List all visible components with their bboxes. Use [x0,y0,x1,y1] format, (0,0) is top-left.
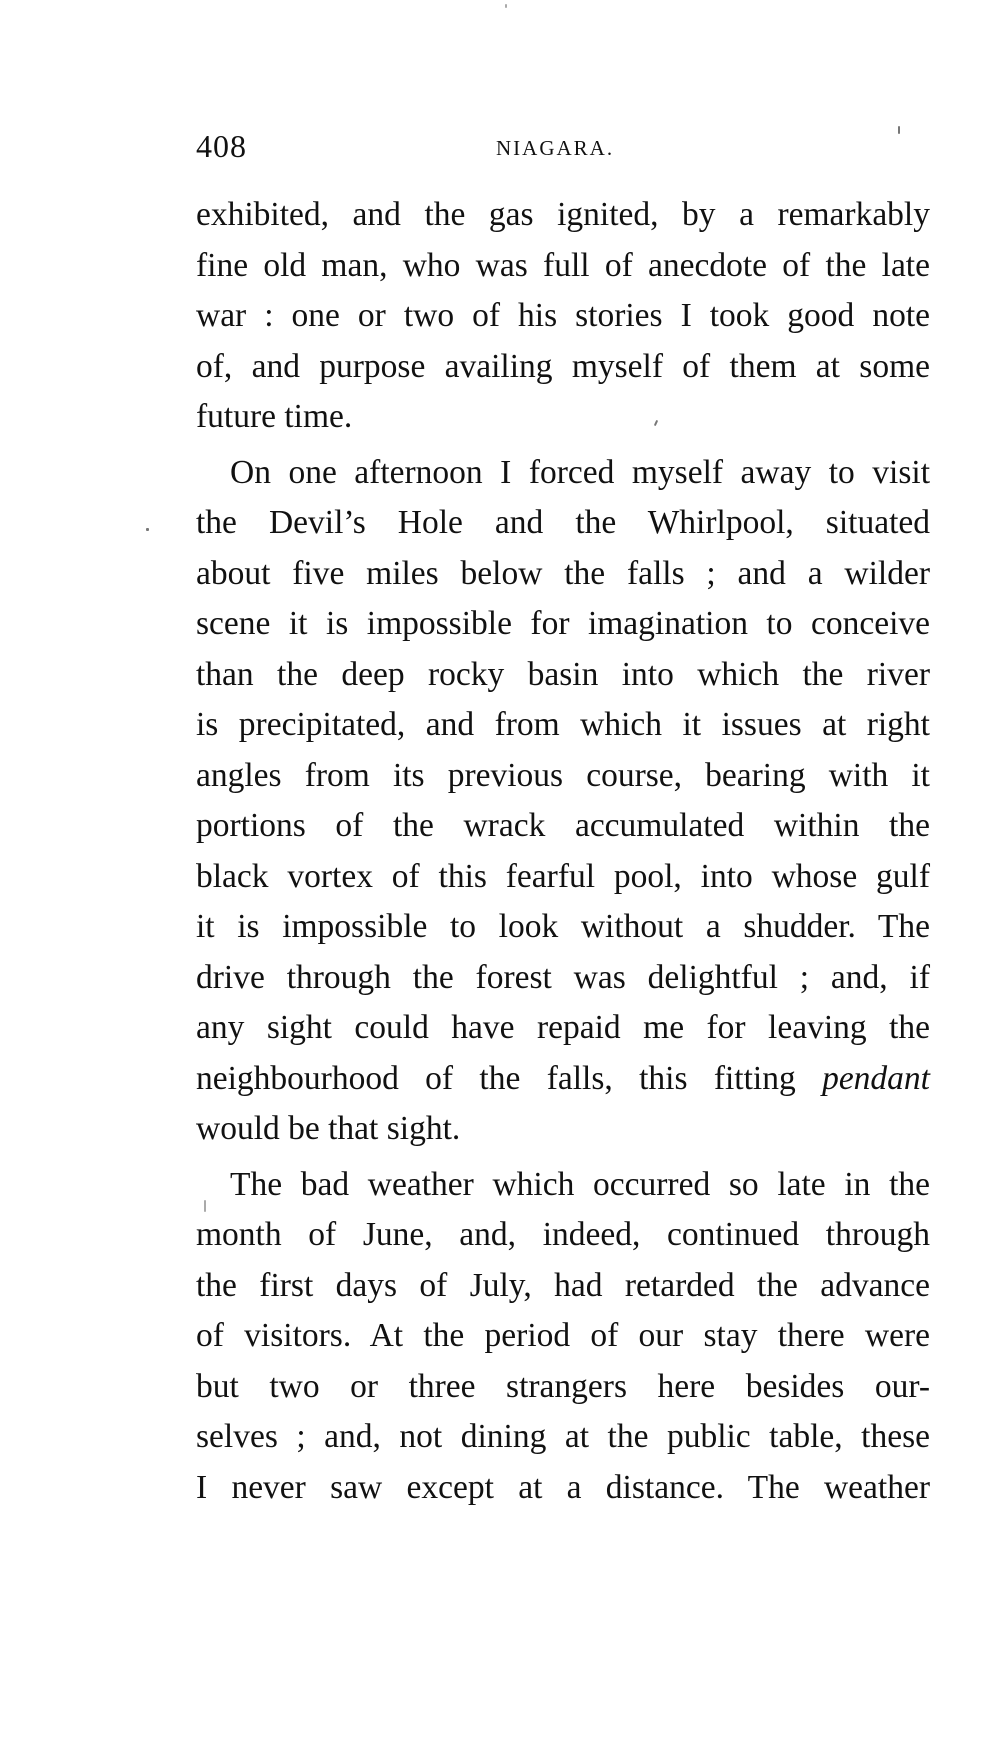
running-head [196,128,930,178]
text-line: selves ; and, not dining at the public table, these [196,1418,930,1455]
text-line: war : one or two of his stories I took good note [196,297,930,334]
text-line: is precipitated, and from which it issues at right [196,706,930,743]
paper-speck [146,528,149,531]
page-number: 408 [196,128,247,164]
paper-speck [898,126,900,134]
text-line: the first days of July, had retarded the advance [196,1266,930,1304]
paper-speck [505,4,507,8]
text-run: neighbourhood of the falls, this fitting [196,1059,796,1097]
text-line: future time. [196,398,353,435]
text-line: exhibited, and the gas ignited, by a remarkably [196,196,930,233]
text-line: about five miles below the falls ; and a wilder [196,554,930,592]
text-line-with-italic [196,1054,930,1105]
text-line: of visitors. At the period of our stay there were [196,1317,930,1354]
text-line: any sight could have repaid me for leaving the [196,1009,930,1046]
text-line: but two or three strangers here besides our- [196,1367,930,1405]
body-text [196,190,930,1513]
text-line: of, and purpose availing myself of them at some [196,347,930,385]
text-line: On one afternoon I forced myself away to visit [230,453,930,491]
paragraph-1 [196,190,930,443]
text-line: month of June, and, indeed, continued through [196,1216,930,1253]
italic-word: pendant [822,1059,930,1097]
running-title: NIAGARA. [496,136,615,160]
text-line: fine old man, who was full of anecdote of the late [196,246,930,284]
text-line: drive through the forest was delightful ; and, if [196,958,930,996]
text-line: black vortex of this fearful pool, into whose gulf [196,857,930,895]
paragraph-3 [196,1160,930,1514]
text-line: would be that sight. [196,1110,461,1147]
text-line: scene it is impossible for imagination to conceive [196,605,930,642]
text-line: than the deep rocky basin into which the river [196,655,930,693]
text-line: the Devil’s Hole and the Whirlpool, situated [196,504,930,541]
paragraph-2 [196,448,930,1155]
text-line: angles from its previous course, bearing with it [196,756,930,794]
text-line: it is impossible to look without a shudder. The [196,908,930,945]
text-line: I never saw except at a distance. The weather [196,1468,930,1506]
text-line: The bad weather which occurred so late in the [230,1165,930,1203]
paper-speck [204,1200,206,1212]
text-line: portions of the wrack accumulated within the [196,807,930,844]
